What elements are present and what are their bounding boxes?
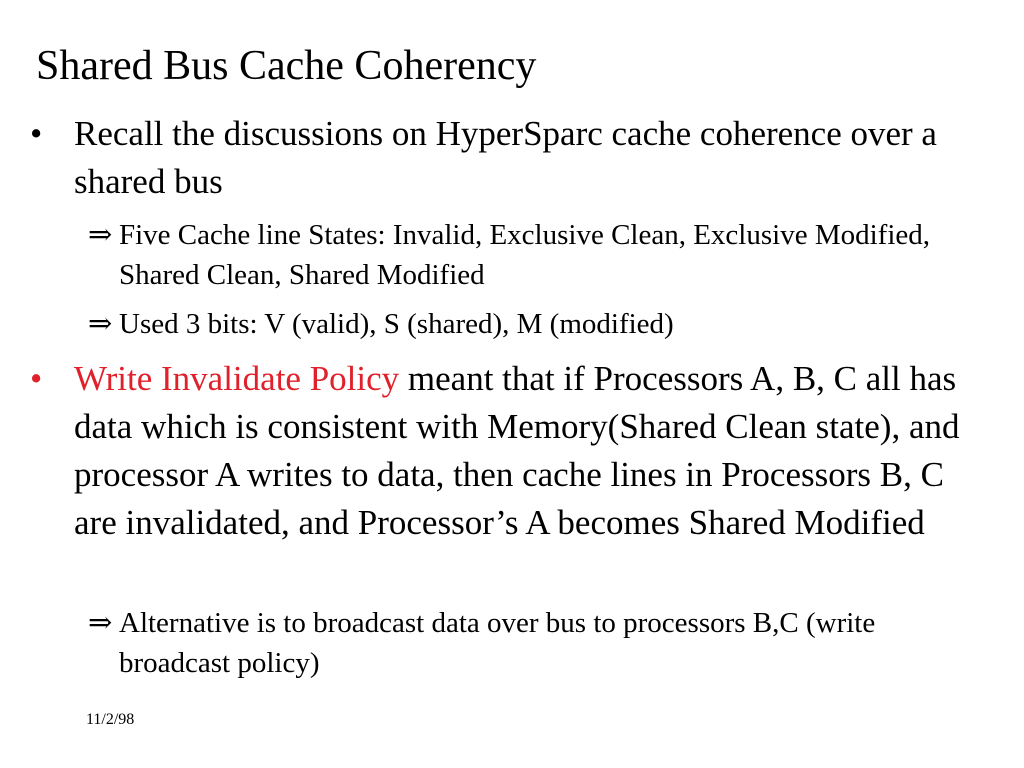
bullet-write-invalidate (30, 355, 990, 595)
bullet-recall (30, 110, 990, 210)
slide-date: 11/2/98 (86, 711, 135, 728)
bullet-text: Recall the discussions on HyperSparc cache coherence over a shared bus (74, 114, 937, 201)
implies-arrow-icon: ⇒ (88, 308, 113, 340)
bullet-dot-icon: • (30, 114, 43, 153)
slide-title: Shared Bus Cache Coherency (36, 43, 537, 89)
implies-arrow-icon: ⇒ (88, 607, 113, 639)
implies-arrow-icon: ⇒ (88, 219, 113, 251)
policy-highlight: Write Invalidate Policy (74, 359, 400, 398)
sub-bullet-text: Used 3 bits: V (valid), S (shared), M (modified) (119, 308, 674, 340)
bullet-text (74, 355, 984, 547)
sub-bullet-text: Alternative is to broadcast data over bus to processors B,C (write broadcast policy) (119, 607, 876, 679)
bullet-text-rest: meant that if Processors A, B, C all has data which is consistent with Memory(Shared Clean state), and processor A writes to data, then cache lines in Processors B, C are invalidated, and Processor’s A becomes Shared Modified (74, 359, 960, 542)
bullet-dot-icon: • (30, 359, 43, 398)
sub-bullet-text: Five Cache line States: Invalid, Exclusive Clean, Exclusive Modified, Shared Clean, Shared Modified (119, 219, 931, 291)
